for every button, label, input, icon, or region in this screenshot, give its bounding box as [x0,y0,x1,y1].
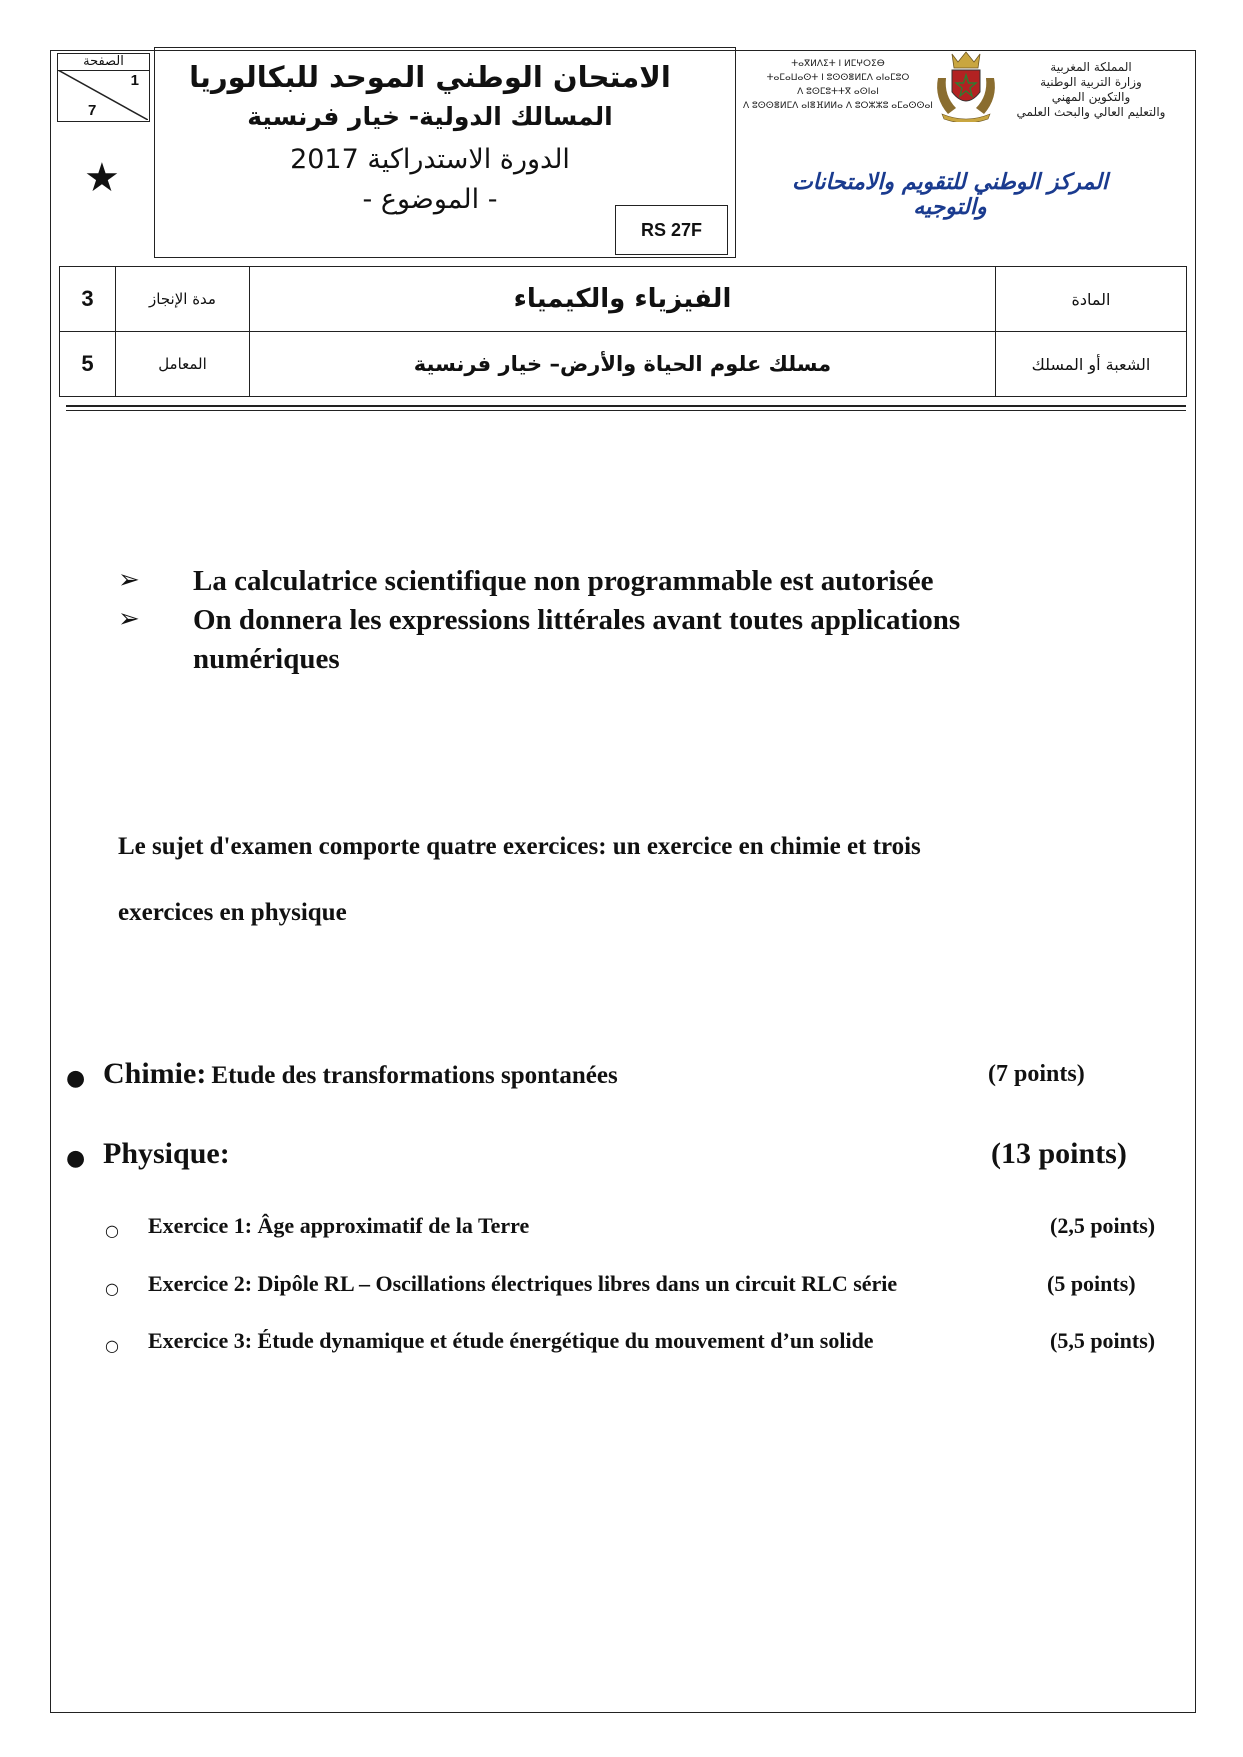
tifinagh-line: ⵜⴰⴳⵍⴷⵉⵜ ⵏ ⵍⵎⵖⵔⵉⴱ [791,59,885,69]
exam-code: RS 27F [615,205,728,255]
intro-line: exercices en physique [118,899,347,926]
track-name: مسلك علوم الحياة والأرض– خيار فرنسية [250,332,996,397]
chimie-points: (7 points) [988,1061,1085,1087]
tifinagh-line: ⵜⴰⵎⴰⵡⴰⵙⵜ ⵏ ⵓⵙⵙⴻⵍⵎⴷ ⴰⵏⴰⵎⵓⵔ [766,73,910,83]
exercise-3-title: Exercice 3: Étude dynamique et étude énergétique du mouvement d’un solide [148,1328,874,1353]
evaluation-centre: المركز الوطني للتقويم والامتحانات والتوجيه [792,170,1108,220]
coat-of-arms-icon [930,48,1002,122]
coefficient-value: 5 [60,332,116,397]
track-label: الشعبة أو المسلك [996,332,1187,397]
ministry-line: وزارة التربية الوطنية [1040,75,1142,89]
exam-title-box [154,47,736,258]
exam-subject-marker: - الموضوع - [362,184,498,215]
circle-bullet-icon: ○ [105,1221,119,1240]
table-row [60,332,1187,397]
intro-line: Le sujet d'examen comporte quatre exercices: un exercice en chimie et trois [118,833,921,860]
arrow-bullet-icon: ➢ [118,565,140,595]
table-row [60,267,1187,332]
divider [66,405,1186,407]
subject-info-table [59,266,1187,397]
subject-name: الفيزياء والكيمياء [250,267,996,332]
exercise-2-title: Exercice 2: Dipôle RL – Oscillations électriques libres dans un circuit RLC série [148,1271,898,1296]
chimie-section [103,1057,618,1091]
tifinagh-ministry [728,57,948,113]
exercise-1-points: (2,5 points) [1050,1213,1156,1238]
exam-track-title: المسالك الدولية- خيار فرنسية [247,102,613,131]
page-total: 7 [88,102,97,119]
arrow-bullet-icon: ➢ [118,604,140,634]
tifinagh-line: ⴷ ⵓⵙⵎⵓⵜⵜⴳ ⴰⵙⵏⴰⵏ [797,87,879,97]
instruction-expressions: On donnera les expressions littérales avant toutes applications [193,604,961,636]
subject-label: المادة [996,267,1187,332]
page-label: الصفحة [58,54,149,71]
exercise-3-points: (5,5 points) [1050,1328,1156,1353]
physique-points: (13 points) [991,1137,1127,1170]
exercise-2-points: (5 points) [1047,1271,1136,1296]
bullet-icon: ● [66,1146,86,1171]
page-number-box [57,53,150,122]
ministry-line: المملكة المغربية [1050,60,1132,74]
chimie-topic: Etude des transformations spontanées [211,1062,618,1089]
physique-label: Physique: [103,1137,230,1170]
page-current: 1 [130,72,139,89]
ministry-name [996,60,1186,120]
exam-session: الدورة الاستدراكية 2017 [290,144,570,175]
duration-value: 3 [60,267,116,332]
ministry-line: والتكوين المهني [1051,90,1131,104]
divider [66,410,1186,411]
exam-title: الامتحان الوطني الموحد للبكالوريا [189,60,671,94]
duration-label: مدة الإنجاز [116,267,250,332]
ministry-line: والتعليم العالي والبحث العلمي [1016,105,1166,119]
coefficient-label: المعامل [116,332,250,397]
tifinagh-line: ⴷ ⵓⵙⵙⴻⵍⵎⴷ ⴰⵏⴻⴼⵍⵍⴰ ⴷ ⵓⵔⵣⵣⵓ ⴰⵎⴰⵙⵙⴰⵏ [743,101,933,111]
chimie-label: Chimie: [103,1057,207,1090]
circle-bullet-icon: ○ [105,1279,119,1298]
exercise-1-title: Exercice 1: Âge approximatif de la Terre [148,1213,530,1238]
star-icon: ★ [84,155,120,201]
circle-bullet-icon: ○ [105,1336,119,1355]
instruction-calculator: La calculatrice scientifique non programmable est autorisée [193,565,934,597]
instruction-expressions-cont: numériques [193,643,340,675]
bullet-icon: ● [66,1066,86,1091]
